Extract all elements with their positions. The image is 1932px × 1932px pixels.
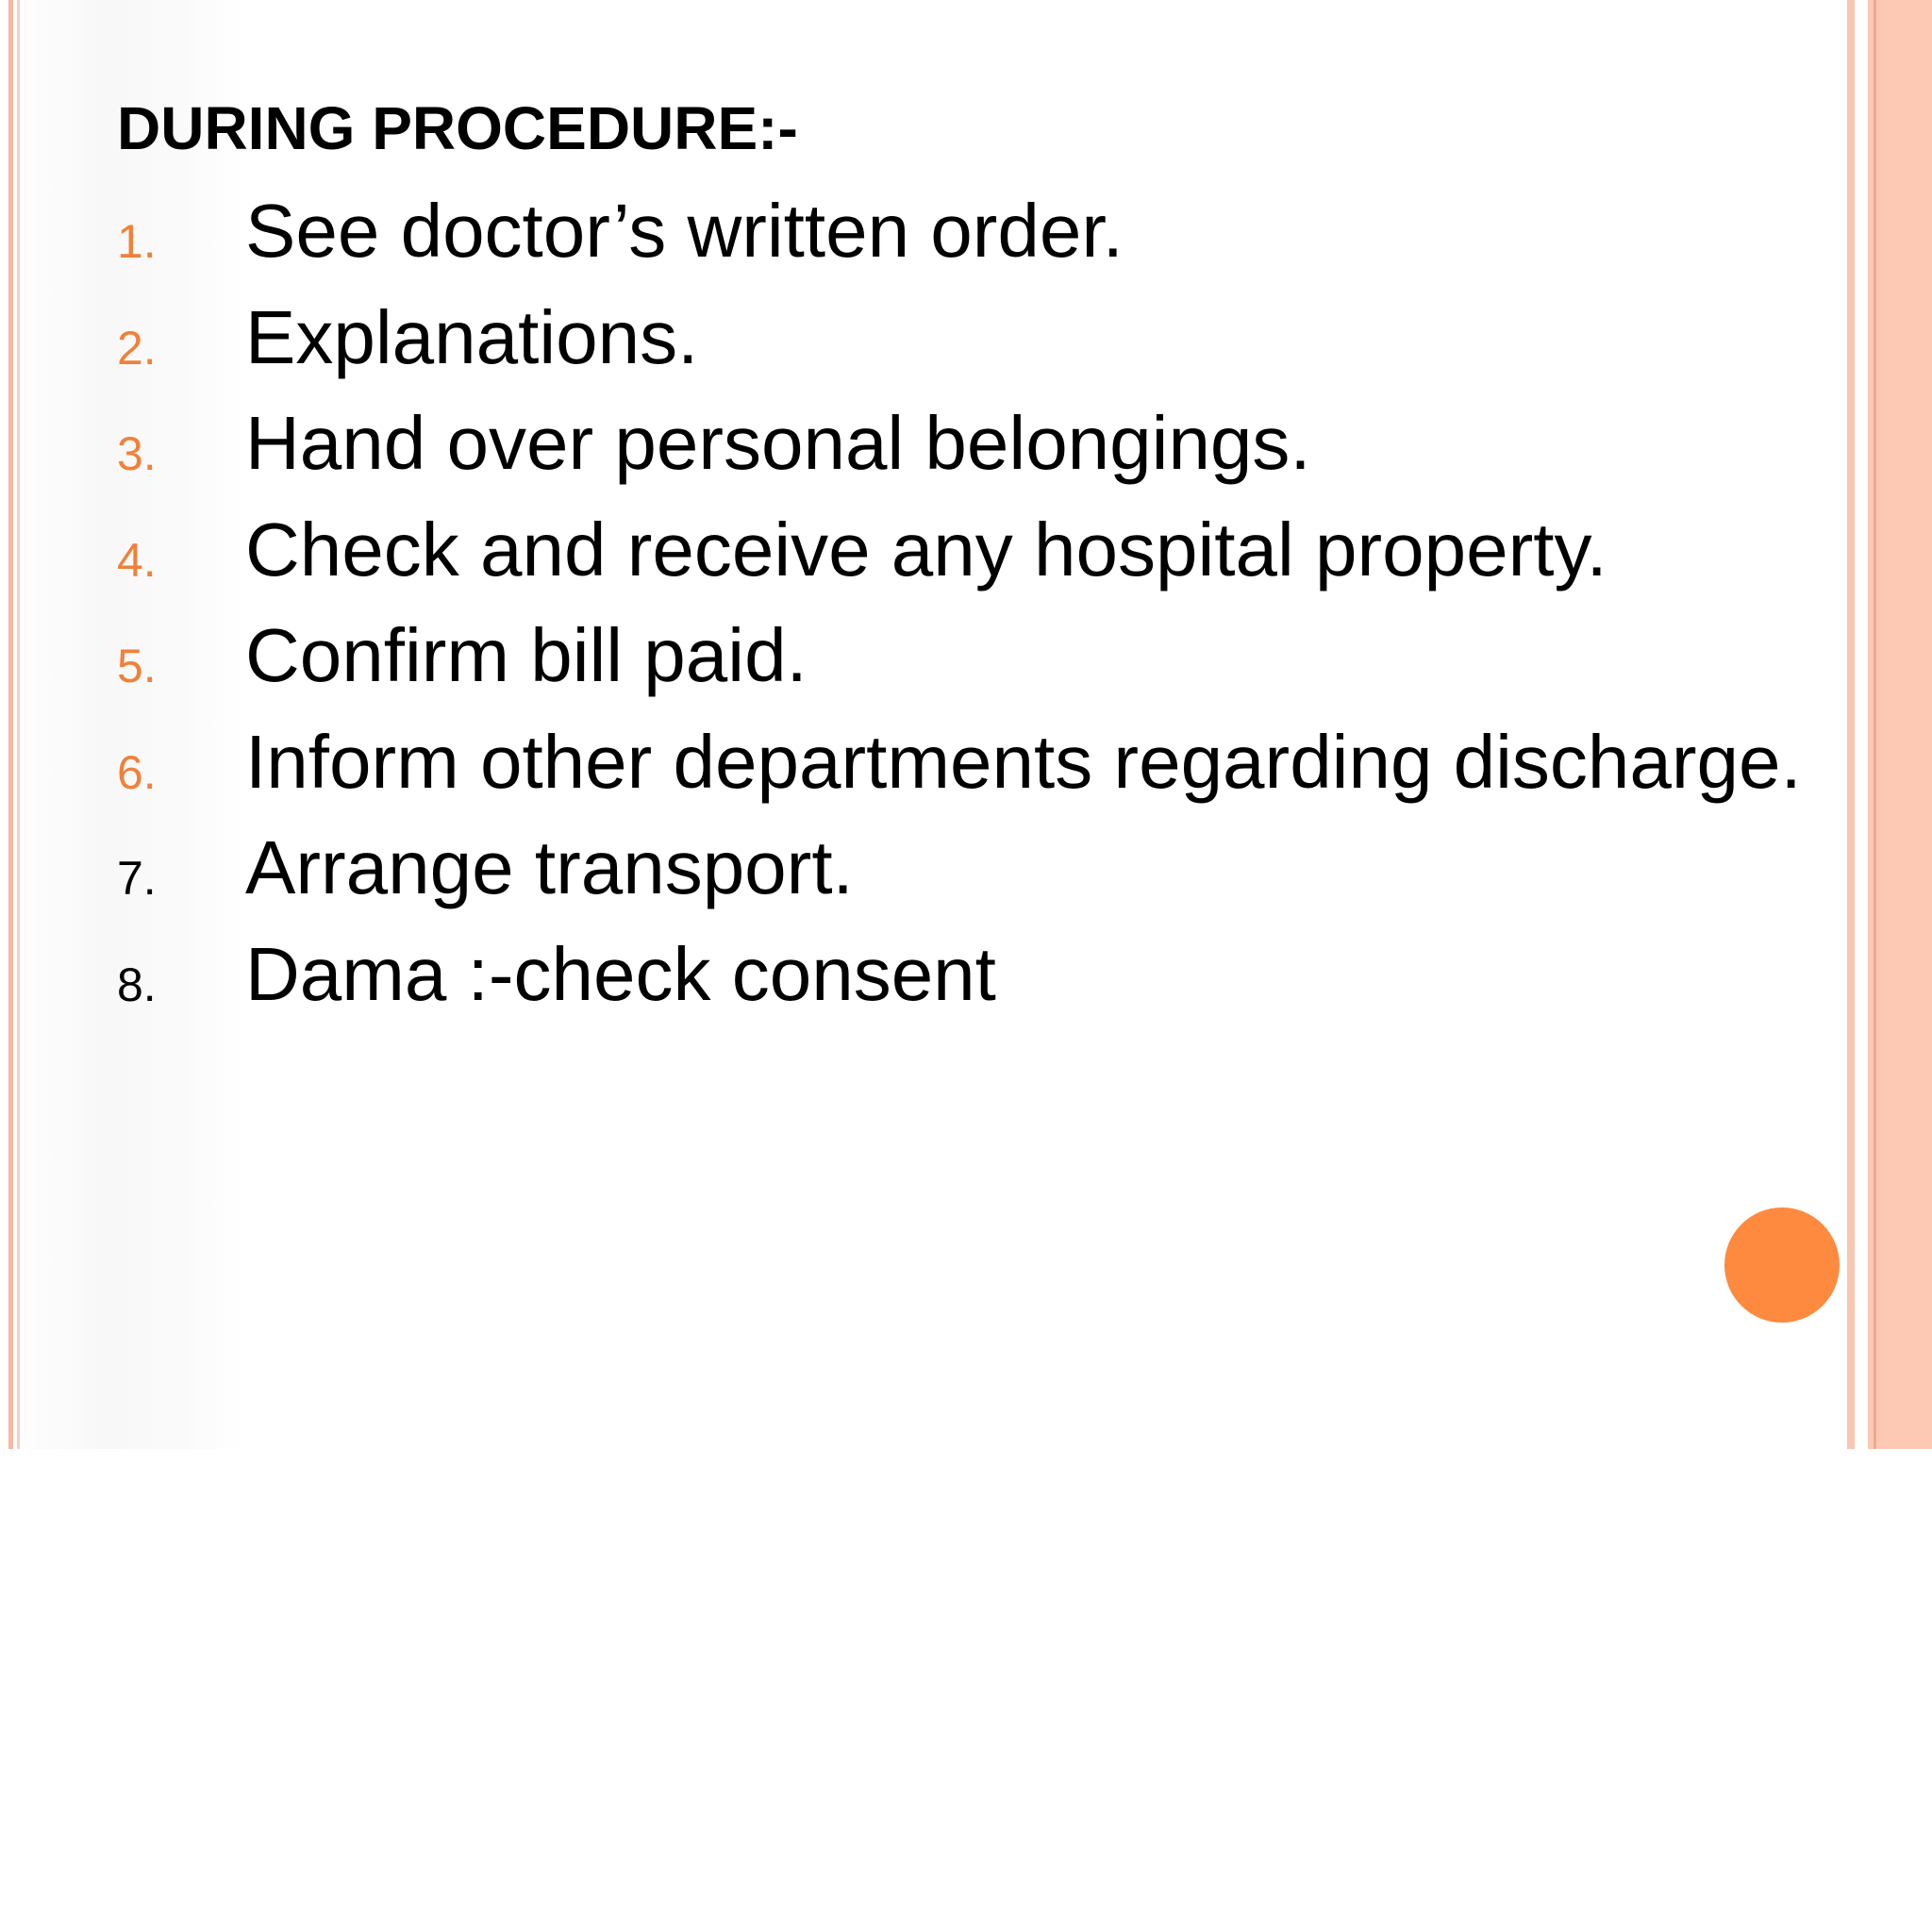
step-number: 4. <box>117 533 157 587</box>
step-text: Check and receive any hospital property. <box>245 507 1607 591</box>
step-text: Confirm bill paid. <box>245 613 808 697</box>
right-border-band <box>1868 0 1932 1449</box>
step-number: 6. <box>117 745 157 799</box>
step-text: Inform other departments regarding discharge. <box>245 719 1802 804</box>
right-border-band-line <box>1874 0 1876 1449</box>
step-text: See doctor’s written order. <box>245 189 1124 273</box>
list-item <box>0 923 1840 1029</box>
list-item <box>0 816 1840 923</box>
accent-circle <box>1724 1208 1840 1323</box>
list-item <box>0 286 1840 392</box>
step-text: Hand over personal belongings. <box>245 401 1311 485</box>
list-item <box>0 179 1840 286</box>
slide-heading: DURING PROCEDURE:- <box>117 94 798 162</box>
step-text: Dama :-check consent <box>245 931 996 1016</box>
list-item <box>0 710 1840 817</box>
step-number: 5. <box>117 640 157 692</box>
step-number: 7. <box>117 852 157 905</box>
list-item <box>0 391 1840 498</box>
step-text: Explanations. <box>245 294 699 379</box>
list-item <box>0 498 1840 605</box>
right-border-line <box>1847 0 1855 1449</box>
steps-list <box>0 179 1840 1028</box>
step-number: 1. <box>117 215 157 268</box>
step-number: 8. <box>117 958 157 1011</box>
step-text: Arrange transport. <box>245 825 854 909</box>
list-item <box>0 604 1840 710</box>
step-number: 3. <box>117 427 157 480</box>
step-number: 2. <box>117 321 157 375</box>
